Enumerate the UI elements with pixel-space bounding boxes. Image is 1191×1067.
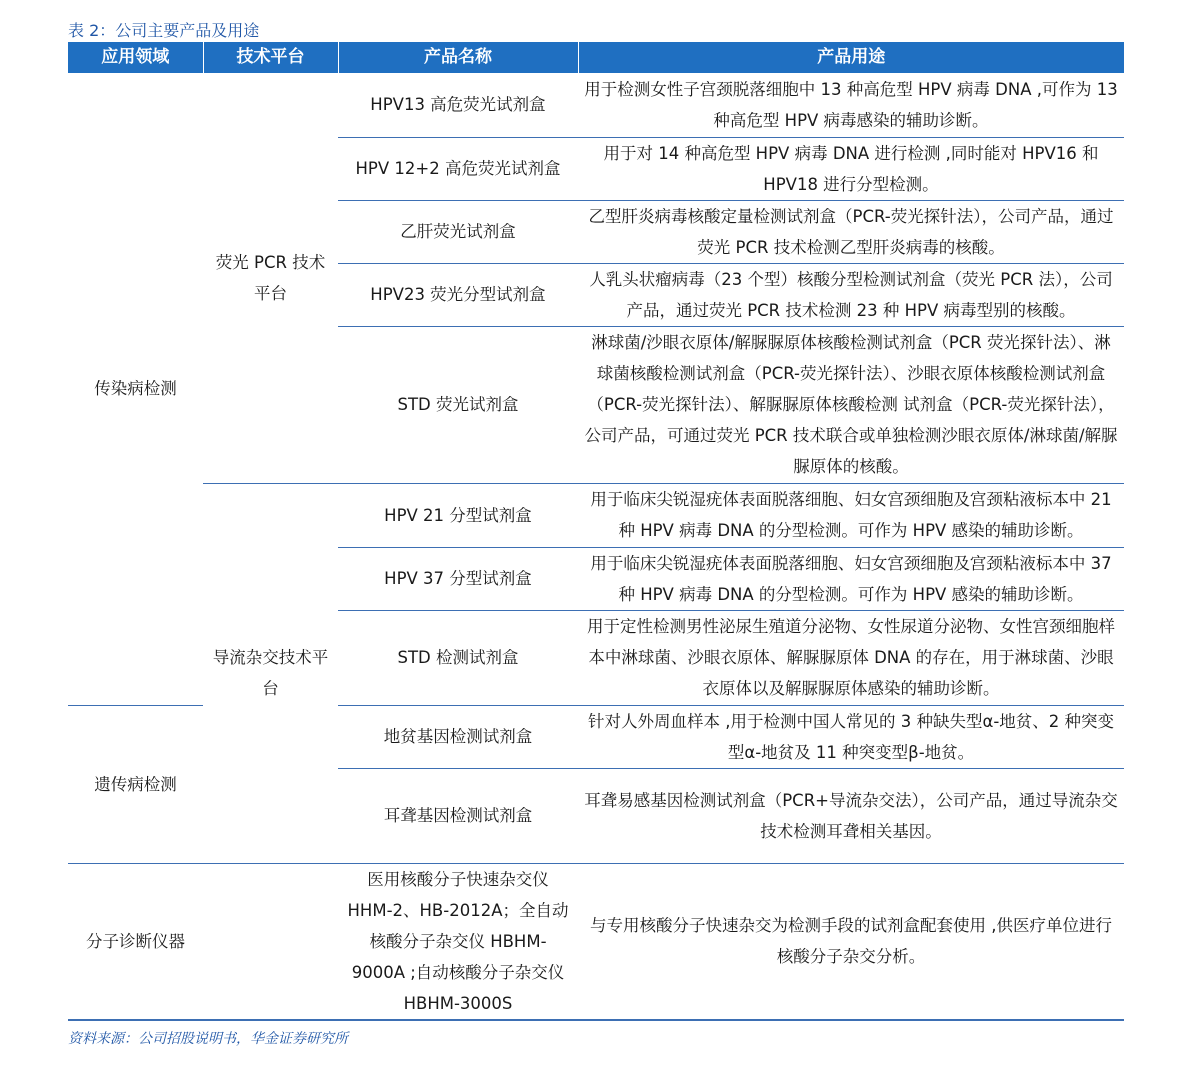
- header-product: 产品名称: [338, 42, 578, 73]
- product-use: 耳聋易感基因检测试剂盒（PCR+导流杂交法），公司产品，通过导流杂交技术检测耳聋相关基因。: [578, 768, 1124, 863]
- product-use: 用于对 14 种高危型 HPV 病毒 DNA 进行检测 ,同时能对 HPV16 和 HPV18 进行分型检测。: [578, 137, 1124, 200]
- platform-cell-empty: [203, 863, 338, 1020]
- header-platform: 技术平台: [203, 42, 338, 73]
- domain-cell: 遗传病检测: [68, 705, 203, 863]
- product-use: 人乳头状瘤病毒（23 个型）核酸分型检测试剂盒（荧光 PCR 法），公司产品，通过荧光 PCR 技术检测 23 种 HPV 病毒型别的核酸。: [578, 263, 1124, 326]
- product-use: 用于检测女性子宫颈脱落细胞中 13 种高危型 HPV 病毒 DNA ,可作为 13 种高危型 HPV 病毒感染的辅助诊断。: [578, 73, 1124, 137]
- table-row: [68, 863, 1124, 1020]
- product-name: STD 检测试剂盒: [338, 610, 578, 705]
- product-name: 耳聋基因检测试剂盒: [338, 768, 578, 863]
- header-domain: 应用领域: [68, 42, 203, 73]
- product-use: 用于定性检测男性泌尿生殖道分泌物、女性尿道分泌物、女性宫颈细胞样本中淋球菌、沙眼衣原体、解脲脲原体 DNA 的存在，用于淋球菌、沙眼衣原体以及解脲脲原体感染的辅助诊断。: [578, 610, 1124, 705]
- product-use: 用于临床尖锐湿疣体表面脱落细胞、妇女宫颈细胞及宫颈粘液标本中 21 种 HPV 病毒 DNA 的分型检测。可作为 HPV 感染的辅助诊断。: [578, 483, 1124, 547]
- table-row: [68, 483, 1124, 547]
- table-title: 表 2：公司主要产品及用途: [68, 21, 260, 40]
- platform-cell: 导流杂交技术平台: [203, 483, 338, 863]
- product-name: HPV13 高危荧光试剂盒: [338, 73, 578, 137]
- domain-cell: 分子诊断仪器: [68, 863, 203, 1020]
- table-row: [68, 73, 1124, 137]
- domain-cell: 传染病检测: [68, 73, 203, 705]
- product-use: 与专用核酸分子快速杂交为检测手段的试剂盒配套使用 ,供医疗单位进行核酸分子杂交分析。: [578, 863, 1124, 1020]
- product-name: 医用核酸分子快速杂交仪 HHM-2、HB-2012A；全自动核酸分子杂交仪 HBHM-9000A ;自动核酸分子杂交仪 HBHM-3000S: [338, 863, 578, 1020]
- platform-cell: 荧光 PCR 技术平台: [203, 73, 338, 483]
- product-use: 用于临床尖锐湿疣体表面脱落细胞、妇女宫颈细胞及宫颈粘液标本中 37 种 HPV 病毒 DNA 的分型检测。可作为 HPV 感染的辅助诊断。: [578, 547, 1124, 610]
- product-use: 淋球菌/沙眼衣原体/解脲脲原体核酸检测试剂盒（PCR 荧光探针法）、淋球菌核酸检测试剂盒（PCR-荧光探针法）、沙眼衣原体核酸检测试剂盒（PCR-荧光探针法）、解脲脲原体核酸检测 试剂盒（PCR-荧光探针法），公司产品，可通过荧光 PCR 技术联合或单独检测沙眼衣原体/淋球菌/解脲脲原体的核酸。: [578, 326, 1124, 483]
- product-name: HPV 21 分型试剂盒: [338, 483, 578, 547]
- product-name: HPV 12+2 高危荧光试剂盒: [338, 137, 578, 200]
- header-use: 产品用途: [578, 42, 1124, 73]
- product-name: HPV 37 分型试剂盒: [338, 547, 578, 610]
- header-row: [68, 42, 1124, 73]
- product-name: 地贫基因检测试剂盒: [338, 705, 578, 768]
- products-table: [68, 42, 1124, 1021]
- product-use: 乙型肝炎病毒核酸定量检测试剂盒（PCR-荧光探针法），公司产品，通过荧光 PCR 技术检测乙型肝炎病毒的核酸。: [578, 200, 1124, 263]
- product-use: 针对人外周血样本 ,用于检测中国人常见的 3 种缺失型α-地贫、2 种突变型α-地贫及 11 种突变型β-地贫。: [578, 705, 1124, 768]
- source-note: 资料来源：公司招股说明书，华金证券研究所: [68, 1031, 348, 1047]
- product-name: 乙肝荧光试剂盒: [338, 200, 578, 263]
- product-name: STD 荧光试剂盒: [338, 326, 578, 483]
- product-name: HPV23 荧光分型试剂盒: [338, 263, 578, 326]
